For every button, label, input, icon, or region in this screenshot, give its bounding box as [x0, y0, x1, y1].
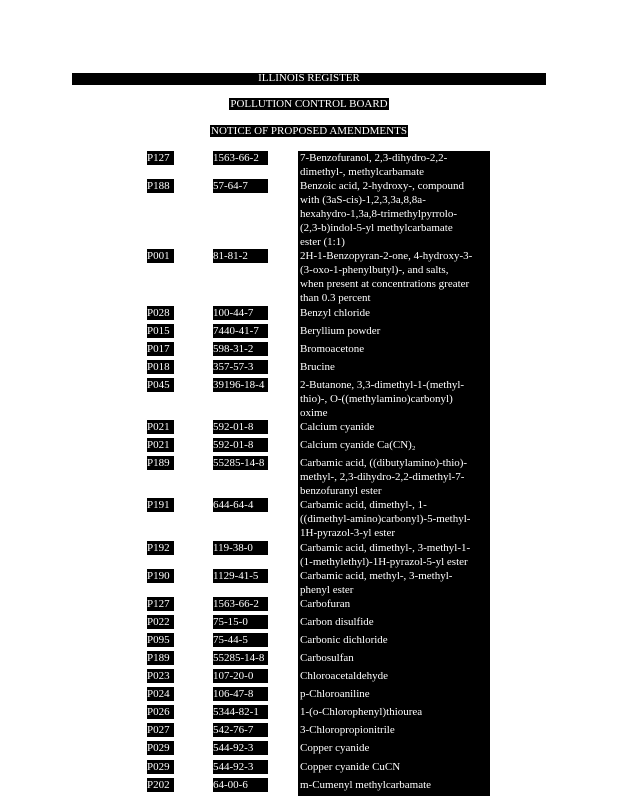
waste-code: P023 — [147, 669, 174, 683]
cas-number-cell — [213, 498, 298, 540]
table-row — [147, 741, 490, 759]
waste-code: P001 — [147, 249, 174, 263]
substance-name-line: ester (1:1) — [300, 236, 345, 249]
substance-name-line: Chloroacetaldehyde — [300, 670, 388, 683]
table-row — [147, 306, 490, 324]
waste-code: P022 — [147, 615, 174, 629]
waste-code-cell — [147, 723, 213, 741]
waste-code-cell — [147, 705, 213, 723]
substance-name-line: Brucine — [300, 360, 335, 373]
cas-number: 75-44-5 — [213, 633, 268, 647]
waste-code: P202 — [147, 778, 174, 792]
substance-name-line: (2,3-b)indol-5-yl methylcarbamate — [300, 222, 453, 235]
table-row — [147, 249, 490, 305]
cas-number-cell — [213, 778, 298, 796]
substance-name-line: Benzyl chloride — [300, 306, 370, 319]
waste-code-cell — [147, 324, 213, 342]
notice-title: NOTICE OF PROPOSED AMENDMENTS — [211, 125, 407, 137]
cas-number: 106-47-8 — [213, 687, 268, 701]
waste-code-cell — [147, 778, 213, 796]
substance-name-line: Bromoacetone — [300, 342, 365, 355]
cas-number-cell — [213, 687, 298, 705]
substance-name-cell — [298, 597, 490, 615]
substance-name-line: thio)-, O-((methylamino)carbonyl) — [300, 392, 453, 405]
waste-code-cell — [147, 151, 213, 179]
substance-name-line: 1H-pyrazol-3-yl ester — [300, 527, 395, 540]
cas-number-cell — [213, 597, 298, 615]
substance-name-cell — [298, 760, 490, 778]
waste-code: P029 — [147, 760, 174, 774]
substance-name-cell — [298, 569, 490, 597]
cas-number-cell — [213, 669, 298, 687]
substance-name-cell — [298, 741, 490, 759]
cas-number-cell — [213, 569, 298, 597]
cas-number-cell — [213, 179, 298, 249]
cas-number-cell — [213, 615, 298, 633]
cas-number-cell — [213, 342, 298, 360]
table-row — [147, 569, 490, 597]
substance-name-line: Copper cyanide — [300, 742, 370, 755]
cas-number: 100-44-7 — [213, 306, 268, 320]
waste-code-cell — [147, 541, 213, 569]
waste-code: P024 — [147, 687, 174, 701]
waste-code: P018 — [147, 360, 174, 374]
substance-name-line: than 0.3 percent — [300, 292, 371, 305]
cas-number: 57-64-7 — [213, 179, 268, 193]
waste-code: P189 — [147, 651, 174, 665]
substance-name-line: Calcium cyanide Ca(CN)₂ — [300, 439, 416, 452]
cas-number: 75-15-0 — [213, 615, 268, 629]
cas-number-cell — [213, 438, 298, 456]
waste-code: P021 — [147, 420, 174, 434]
cas-number: 544-92-3 — [213, 760, 268, 774]
substance-name-line: 3-Chloropropionitrile — [300, 724, 395, 737]
waste-code: P017 — [147, 342, 174, 356]
cas-number: 1129-41-5 — [213, 569, 268, 583]
table-row — [147, 378, 490, 420]
substance-name-line: (1-methylethyl)-1H-pyrazol-5-yl ester — [300, 555, 468, 568]
table-row — [147, 723, 490, 741]
cas-number-cell — [213, 324, 298, 342]
substance-name-line: 1-(o-Chlorophenyl)thiourea — [300, 706, 423, 719]
substance-name-line: m-Cumenyl methylcarbamate — [300, 778, 432, 791]
waste-code-cell — [147, 179, 213, 249]
substance-name-line: methyl-, 2,3-dihydro-2,2-dimethyl-7- — [300, 471, 465, 484]
waste-code: P029 — [147, 741, 174, 755]
substance-name-line: Beryllium powder — [300, 324, 381, 337]
cas-number: 5344-82-1 — [213, 705, 268, 719]
substance-name-line: Benzoic acid, 2-hydroxy-, compound — [300, 180, 465, 193]
waste-code: P027 — [147, 723, 174, 737]
table-row — [147, 324, 490, 342]
substance-name-cell — [298, 249, 490, 305]
substance-name-cell — [298, 541, 490, 569]
waste-code-cell — [147, 741, 213, 759]
substance-name-cell — [298, 378, 490, 420]
waste-code: P191 — [147, 498, 174, 512]
substance-name-cell — [298, 179, 490, 249]
waste-code-cell — [147, 438, 213, 456]
waste-code: P190 — [147, 569, 174, 583]
waste-code: P015 — [147, 324, 174, 338]
substance-name-cell — [298, 420, 490, 438]
waste-code-cell — [147, 378, 213, 420]
table-row — [147, 778, 490, 796]
waste-code: P026 — [147, 705, 174, 719]
waste-code-cell — [147, 342, 213, 360]
cas-number: 598-31-2 — [213, 342, 268, 356]
cas-number: 107-20-0 — [213, 669, 268, 683]
substance-name-line: Carbosulfan — [300, 651, 354, 664]
cas-number: 39196-18-4 — [213, 378, 268, 392]
table-row — [147, 651, 490, 669]
cas-number: 119-38-0 — [213, 541, 268, 555]
cas-number: 7440-41-7 — [213, 324, 268, 338]
substance-name-line: Carbofuran — [300, 597, 351, 610]
waste-code-cell — [147, 687, 213, 705]
table-row — [147, 687, 490, 705]
substance-name-cell — [298, 778, 490, 796]
table-row — [147, 342, 490, 360]
substance-name-line: Carbamic acid, dimethyl-, 3-methyl-1- — [300, 541, 471, 554]
cas-number-cell — [213, 741, 298, 759]
table-row — [147, 669, 490, 687]
substance-name-line: Carbamic acid, dimethyl-, 1- — [300, 499, 427, 512]
cas-number-cell — [213, 306, 298, 324]
substance-name-line: benzofuranyl ester — [300, 485, 382, 498]
substance-name-line: 2H-1-Benzopyran-2-one, 4-hydroxy-3- — [300, 250, 473, 263]
substance-name-line: Carbonic dichloride — [300, 633, 388, 646]
substance-name-line: dimethyl-, methylcarbamate — [300, 166, 425, 179]
waste-code: P189 — [147, 456, 174, 470]
cas-number-cell — [213, 456, 298, 498]
cas-number: 357-57-3 — [213, 360, 268, 374]
substance-name-line: when present at concentrations greater — [300, 278, 470, 291]
table-row — [147, 179, 490, 249]
substance-name-line: Carbon disulfide — [300, 615, 374, 628]
register-title: ILLINOIS REGISTER — [258, 72, 360, 84]
substance-name-line: 2-Butanone, 3,3-dimethyl-1-(methyl- — [300, 378, 465, 391]
cas-number: 1563-66-2 — [213, 151, 268, 165]
cas-number-cell — [213, 541, 298, 569]
substance-name-cell — [298, 151, 490, 179]
waste-code-cell — [147, 420, 213, 438]
table-row — [147, 541, 490, 569]
waste-code: P021 — [147, 438, 174, 452]
waste-code: P188 — [147, 179, 174, 193]
waste-code-cell — [147, 597, 213, 615]
substance-name-cell — [298, 669, 490, 687]
waste-code: P028 — [147, 306, 174, 320]
cas-number-cell — [213, 151, 298, 179]
substance-name-cell — [298, 651, 490, 669]
substance-name-cell — [298, 723, 490, 741]
substance-name-line: 7-Benzofuranol, 2,3-dihydro-2,2- — [300, 152, 448, 164]
header-rule-under — [72, 84, 546, 85]
waste-code-cell — [147, 498, 213, 540]
substance-name-line: Carbamic acid, methyl-, 3-methyl- — [300, 569, 453, 582]
waste-code-cell — [147, 615, 213, 633]
table-row — [147, 360, 490, 378]
substance-name-line: hexahydro-1,3a,8-trimethylpyrrolo- — [300, 208, 458, 221]
substance-name-line: with (3aS-cis)-1,2,3,3a,8,8a- — [300, 194, 426, 207]
table-row — [147, 498, 490, 540]
cas-number: 644-64-4 — [213, 498, 268, 512]
cas-number-cell — [213, 633, 298, 651]
waste-code: P045 — [147, 378, 174, 392]
waste-code-cell — [147, 456, 213, 498]
cas-number-cell — [213, 420, 298, 438]
substance-name-line: oxime — [300, 406, 328, 419]
cas-number: 81-81-2 — [213, 249, 268, 263]
substance-name-line: p-Chloroaniline — [300, 688, 370, 701]
board-title: POLLUTION CONTROL BOARD — [230, 98, 388, 110]
waste-code-table — [147, 151, 490, 796]
table-row — [147, 615, 490, 633]
cas-number-cell — [213, 360, 298, 378]
table-row — [147, 760, 490, 778]
cas-number: 544-92-3 — [213, 741, 268, 755]
substance-name-line: Carbamic acid, ((dibutylamino)-thio)- — [300, 457, 468, 470]
cas-number: 55285-14-8 — [213, 651, 268, 665]
substance-name-cell — [298, 360, 490, 378]
waste-code: P095 — [147, 633, 174, 647]
substance-name-line: ((dimethyl-amino)carbonyl)-5-methyl- — [300, 513, 471, 526]
cas-number-cell — [213, 723, 298, 741]
cas-number-cell — [213, 760, 298, 778]
waste-code-cell — [147, 651, 213, 669]
substance-name-cell — [298, 438, 490, 456]
substance-name-cell — [298, 498, 490, 540]
substance-name-cell — [298, 615, 490, 633]
waste-code: P192 — [147, 541, 174, 555]
board-title-line — [0, 98, 618, 110]
waste-code-cell — [147, 306, 213, 324]
cas-number-cell — [213, 651, 298, 669]
cas-number: 592-01-8 — [213, 438, 268, 452]
waste-code-cell — [147, 360, 213, 378]
cas-number-cell — [213, 249, 298, 305]
substance-name-cell — [298, 456, 490, 498]
cas-number: 64-00-6 — [213, 778, 268, 792]
notice-title-line — [0, 125, 618, 137]
table-row — [147, 420, 490, 438]
substance-name-line: Calcium cyanide — [300, 421, 375, 434]
cas-number: 592-01-8 — [213, 420, 268, 434]
waste-code: P127 — [147, 597, 174, 611]
table-row — [147, 597, 490, 615]
cas-number: 542-76-7 — [213, 723, 268, 737]
substance-name-cell — [298, 324, 490, 342]
waste-code-cell — [147, 249, 213, 305]
cas-number-cell — [213, 705, 298, 723]
substance-name-cell — [298, 306, 490, 324]
cas-number: 1563-66-2 — [213, 597, 268, 611]
waste-code-cell — [147, 569, 213, 597]
cas-number-cell — [213, 378, 298, 420]
waste-code: P127 — [147, 151, 174, 165]
substance-name-cell — [298, 633, 490, 651]
waste-code-cell — [147, 669, 213, 687]
table-row — [147, 633, 490, 651]
table-row — [147, 151, 490, 179]
table-row — [147, 438, 490, 456]
waste-code-cell — [147, 760, 213, 778]
substance-name-line: (3-oxo-1-phenylbutyl)-, and salts, — [300, 264, 449, 277]
waste-code-cell — [147, 633, 213, 651]
substance-name-line: phenyl ester — [300, 583, 354, 596]
cas-number: 55285-14-8 — [213, 456, 268, 470]
substance-name-line: Copper cyanide CuCN — [300, 760, 401, 773]
substance-name-cell — [298, 705, 490, 723]
table-row — [147, 705, 490, 723]
table-row — [147, 456, 490, 498]
substance-name-cell — [298, 342, 490, 360]
substance-name-cell — [298, 687, 490, 705]
